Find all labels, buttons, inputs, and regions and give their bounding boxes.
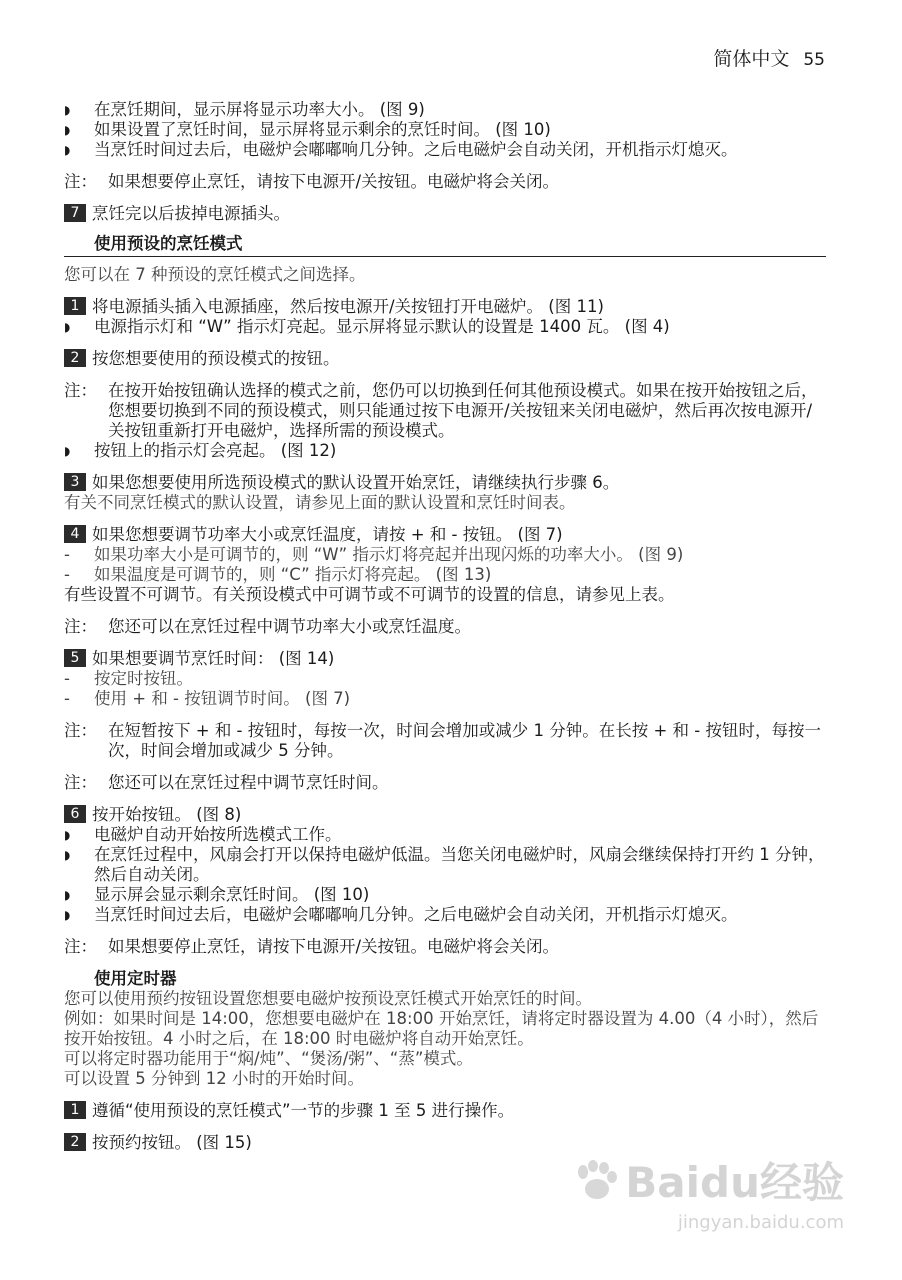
bullet-arrow-icon: ◗ xyxy=(64,143,71,157)
step-number-badge: 4 xyxy=(64,525,86,543)
bullet-item: ◗ 在烹饪期间，显示屏将显示功率大小。 (图 9) xyxy=(64,100,425,119)
note: 注： 您还可以在烹饪过程中调节功率大小或烹饪温度。 xyxy=(64,617,471,636)
bullet-arrow-icon: ◗ xyxy=(64,320,71,334)
bullet-arrow-icon: ◗ xyxy=(64,828,71,842)
step-number-badge: 2 xyxy=(64,349,86,367)
paw-icon xyxy=(573,1160,619,1200)
watermark-url: jingyan.baidu.com xyxy=(677,1212,844,1233)
step-number-badge: 6 xyxy=(64,805,86,823)
bullet-item: ◗ 电源指示灯和 “W” 指示灯亮起。显示屏将显示默认的设置是 1400 瓦。 (图 4) xyxy=(64,317,670,336)
paragraph: 可以将定时器功能用于“焖/炖”、“煲汤/粥”、“蒸”模式。 xyxy=(64,1049,473,1068)
step-number-badge: 7 xyxy=(64,204,86,222)
note: 注： 在按开始按钮确认选择的模式之前，您仍可以切换到任何其他预设模式。如果在按开始按钮之后，您想要切换到不同的预设模式，则只能通过按下电源开/关按钮来关闭电磁炉，然后再次按电源开/关按钮重新打开电磁炉，选择所需的预设模式。 xyxy=(64,381,818,440)
bullet-arrow-icon: ◗ xyxy=(64,848,71,862)
dash-item: - 如果功率大小是可调节的，则 “W” 指示灯将亮起并出现闪烁的功率大小。 (图 9) xyxy=(64,545,684,564)
intro-text: 您可以在 7 种预设的烹饪模式之间选择。 xyxy=(64,265,366,284)
dash-item: - 使用 + 和 - 按钮调节时间。 (图 7) xyxy=(64,689,351,708)
bullet-item: ◗ 显示屏会显示剩余烹饪时间。 (图 10) xyxy=(64,885,370,904)
step-6: 6 按开始按钮。 (图 8) xyxy=(64,805,826,825)
step-7: 7 烹饪完以后拔掉电源插头。 xyxy=(64,204,826,224)
step-number-badge: 1 xyxy=(64,1101,86,1119)
step-number-badge: 1 xyxy=(64,297,86,315)
dash-item: - 如果温度是可调节的，则 “C” 指示灯将亮起。 (图 13) xyxy=(64,565,492,584)
note: 注： 如果想要停止烹饪，请按下电源开/关按钮。电磁炉将会关闭。 xyxy=(64,937,560,956)
bullet-item: ◗ 在烹饪过程中，风扇会打开以保持电磁炉低温。当您关闭电磁炉时，风扇会继续保持打开约 1 分钟，然后自动关闭。 xyxy=(64,845,825,884)
bullet-arrow-icon: ◗ xyxy=(64,103,71,117)
step-3: 3 如果您想要使用所选预设模式的默认设置开始烹饪，请继续执行步骤 6。 xyxy=(64,473,826,493)
bullet-item: ◗ 当烹饪时间过去后，电磁炉会嘟嘟响几分钟。之后电磁炉会自动关闭，开机指示灯熄灭。 xyxy=(64,140,738,159)
step-number-badge: 3 xyxy=(64,473,86,491)
section-heading-timer: 使用定时器 xyxy=(94,969,177,988)
step-1: 1 将电源插头插入电源插座，然后按电源开/关按钮打开电磁炉。 (图 11) xyxy=(64,297,826,317)
bullet-arrow-icon: ◗ xyxy=(64,908,71,922)
baidu-watermark xyxy=(573,1150,844,1233)
step-2: 2 按您想要使用的预设模式的按钮。 xyxy=(64,349,826,369)
timer-step-2: 2 按预约按钮。 (图 15) xyxy=(64,1133,826,1153)
paragraph: 您可以使用预约按钮设置您想要电磁炉按预设烹饪模式开始烹饪的时间。 xyxy=(64,989,592,1008)
page-content xyxy=(64,100,826,1153)
bullet-arrow-icon: ◗ xyxy=(64,123,71,137)
step-4: 4 如果您想要调节功率大小或烹饪温度，请按 + 和 - 按钮。 (图 7) xyxy=(64,525,826,545)
page-header xyxy=(713,44,825,71)
bullet-item: ◗ 如果设置了烹饪时间，显示屏将显示剩余的烹饪时间。 (图 10) xyxy=(64,120,551,139)
bullet-arrow-icon: ◗ xyxy=(64,888,71,902)
step-5: 5 如果想要调节烹饪时间： (图 14) xyxy=(64,649,826,669)
step-number-badge: 5 xyxy=(64,649,86,667)
dash-item: - 按定时按钮。 xyxy=(64,669,193,688)
page-number: 55 xyxy=(803,50,825,70)
paragraph: 可以设置 5 分钟到 12 小时的开始时间。 xyxy=(64,1069,364,1088)
paragraph: 例如：如果时间是 14:00，您想要电磁炉在 18:00 开始烹饪，请将定时器设置为 4.00（4 小时），然后按开始按钮。4 小时之后，在 18:00 时电磁炉将自动开始烹饪。 xyxy=(64,1009,819,1048)
step-number-badge: 2 xyxy=(64,1133,86,1151)
bullet-arrow-icon: ◗ xyxy=(64,444,71,458)
language-label: 简体中文 xyxy=(713,48,790,70)
bullet-item: ◗ 当烹饪时间过去后，电磁炉会嘟嘟响几分钟。之后电磁炉会自动关闭，开机指示灯熄灭。 xyxy=(64,905,738,924)
bullet-item: ◗ 按钮上的指示灯会亮起。 (图 12) xyxy=(64,441,337,460)
timer-step-1: 1 遵循“使用预设的烹饪模式”一节的步骤 1 至 5 进行操作。 xyxy=(64,1101,826,1121)
section-heading-preset: 使用预设的烹饪模式 xyxy=(64,234,826,257)
bullet-item: ◗ 电磁炉自动开始按所选模式工作。 xyxy=(64,825,342,844)
note: 注： 如果想要停止烹饪，请按下电源开/关按钮。电磁炉将会关闭。 xyxy=(64,172,560,191)
note: 注： 在短暂按下 + 和 - 按钮时，每按一次，时间会增加或减少 1 分钟。在长按 + 和 - 按钮时，每按一次，时间会增加或减少 5 分钟。 xyxy=(64,721,822,760)
paragraph: 有关不同烹饪模式的默认设置，请参见上面的默认设置和烹饪时间表。 xyxy=(64,493,576,512)
watermark-brand: Baidu经验 xyxy=(625,1158,844,1207)
paragraph: 有些设置不可调节。有关预设模式中可调节或不可调节的设置的信息，请参见上表。 xyxy=(64,585,675,604)
note: 注： 您还可以在烹饪过程中调节烹饪时间。 xyxy=(64,773,389,792)
